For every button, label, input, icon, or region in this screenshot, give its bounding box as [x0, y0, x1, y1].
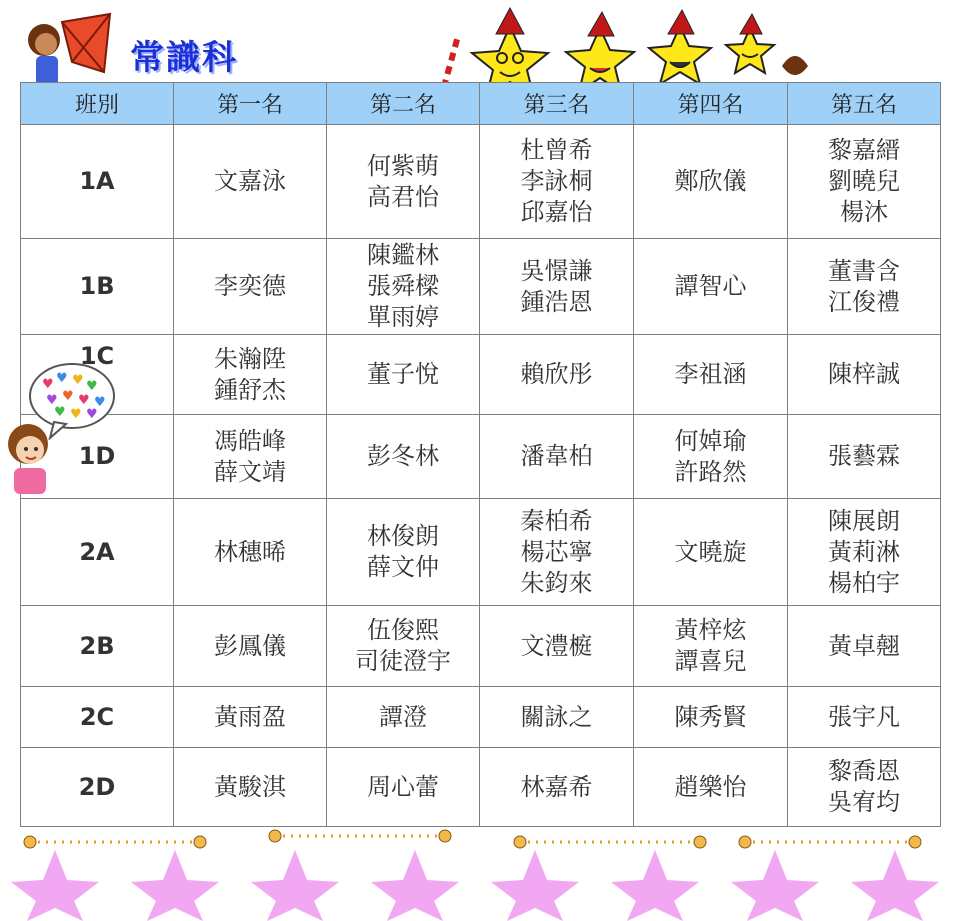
table-row	[21, 239, 941, 335]
class-cell: 1B	[21, 239, 174, 335]
student-name: 江俊禮	[828, 287, 900, 316]
student-name: 朱鈞來	[520, 568, 593, 597]
svg-text:♥: ♥	[86, 379, 98, 394]
student-name: 董書含	[828, 256, 900, 285]
student-name: 鍾浩恩	[520, 287, 593, 316]
fifth-cell	[788, 606, 941, 687]
fifth-cell	[788, 335, 941, 415]
header-third: 第三名	[480, 83, 634, 125]
student-name: 譚智心	[674, 272, 747, 300]
fifth-cell	[788, 239, 941, 335]
third-cell	[480, 687, 634, 748]
header-fifth: 第五名	[788, 83, 941, 125]
pink-stars	[11, 850, 939, 921]
svg-text:♥: ♥	[42, 377, 54, 392]
dotted-line-decoration	[24, 830, 921, 848]
student-name: 彭鳳儀	[214, 631, 286, 660]
svg-text:♥: ♥	[62, 389, 74, 404]
student-name: 薛文靖	[214, 457, 286, 486]
svg-text:♥: ♥	[54, 405, 66, 420]
third-cell	[480, 606, 634, 687]
student-name: 趙樂怡	[674, 772, 747, 801]
second-cell	[327, 499, 480, 606]
first-cell	[174, 335, 327, 415]
class-cell: 2B	[21, 606, 174, 687]
third-cell	[480, 335, 634, 415]
third-cell	[480, 415, 634, 499]
student-name: 許路然	[674, 457, 747, 486]
table-row	[21, 335, 941, 415]
student-name: 陳秀賢	[674, 702, 747, 731]
header-fourth: 第四名	[634, 83, 788, 125]
second-cell	[327, 125, 480, 239]
first-cell	[174, 687, 327, 748]
second-cell	[327, 335, 480, 415]
student-name: 鍾舒杰	[214, 375, 286, 404]
third-cell	[480, 125, 634, 239]
student-name: 黃駿淇	[214, 772, 286, 801]
svg-text:♥: ♥	[70, 407, 82, 422]
page-title: 常識科	[130, 38, 238, 78]
svg-text:♥: ♥	[72, 373, 84, 388]
svg-text:♥: ♥	[78, 393, 90, 408]
second-cell	[327, 687, 480, 748]
fourth-cell	[634, 125, 788, 239]
star-border-decoration	[0, 828, 960, 921]
fourth-cell	[634, 687, 788, 748]
svg-text:♥: ♥	[56, 371, 68, 386]
student-name: 李祖涵	[674, 360, 747, 388]
second-cell	[327, 239, 480, 335]
header-first: 第一名	[174, 83, 327, 125]
fourth-cell	[634, 748, 788, 827]
fourth-cell	[634, 499, 788, 606]
first-cell	[174, 499, 327, 606]
third-cell	[480, 748, 634, 827]
student-name: 黃卓翹	[828, 631, 900, 660]
student-name: 李奕德	[214, 272, 286, 300]
student-name: 鄭欣儀	[674, 167, 747, 195]
student-name: 楊柏宇	[828, 568, 900, 597]
svg-text:♥: ♥	[46, 393, 58, 408]
student-name: 吳憬謙	[520, 256, 593, 285]
results-table	[20, 82, 941, 827]
fifth-cell	[788, 125, 941, 239]
student-name: 董子悅	[367, 360, 439, 388]
class-cell: 1C	[21, 335, 174, 415]
table-row	[21, 499, 941, 606]
table-row	[21, 687, 941, 748]
fourth-cell	[634, 239, 788, 335]
student-name: 朱瀚陞	[214, 344, 286, 373]
fourth-cell	[634, 415, 788, 499]
student-name: 陳梓誠	[828, 360, 900, 388]
student-name: 吳宥均	[828, 788, 900, 816]
fifth-cell	[788, 499, 941, 606]
student-name: 邱嘉怡	[520, 198, 593, 226]
fourth-cell	[634, 335, 788, 415]
first-cell	[174, 606, 327, 687]
svg-text:♥: ♥	[86, 407, 98, 422]
student-name: 何紫萌	[367, 151, 439, 180]
student-name: 潘韋柏	[520, 442, 593, 470]
student-name: 黃莉淋	[828, 537, 900, 566]
girl-illustration	[6, 420, 56, 496]
second-cell	[327, 748, 480, 827]
header-class: 班別	[21, 83, 174, 125]
student-name: 黃梓炫	[674, 616, 747, 644]
header-second: 第二名	[327, 83, 480, 125]
student-name: 譚喜兒	[674, 647, 747, 675]
student-name: 彭冬林	[367, 442, 439, 470]
first-cell	[174, 415, 327, 499]
second-cell	[327, 415, 480, 499]
student-name: 林穗晞	[214, 537, 286, 566]
student-name: 薛文仲	[367, 553, 439, 581]
class-cell: 2A	[21, 499, 174, 606]
student-name: 李詠桐	[520, 167, 593, 195]
student-name: 周心蕾	[367, 772, 439, 801]
student-name: 楊沐	[840, 198, 888, 226]
student-name: 文嘉泳	[214, 167, 286, 195]
student-name: 黎喬恩	[828, 757, 900, 785]
class-cell: 2D	[21, 748, 174, 827]
third-cell	[480, 239, 634, 335]
table-row	[21, 606, 941, 687]
student-name: 黃雨盈	[214, 702, 286, 731]
fifth-cell	[788, 748, 941, 827]
student-name: 高君怡	[367, 182, 439, 211]
table-row	[21, 125, 941, 239]
table-row	[21, 748, 941, 827]
student-name: 司徒澄宇	[355, 647, 451, 675]
student-name: 伍俊熙	[367, 616, 439, 644]
student-name: 陳鑑林	[367, 241, 439, 269]
table-row	[21, 415, 941, 499]
student-name: 楊芯寧	[520, 537, 593, 566]
student-name: 林嘉希	[520, 772, 593, 801]
student-name: 文澧榳	[520, 631, 593, 660]
student-name: 張舜樑	[367, 272, 439, 300]
student-name: 杜曾希	[520, 136, 593, 164]
svg-text:♥: ♥	[94, 395, 106, 410]
student-name: 秦柏希	[520, 506, 593, 535]
fourth-cell	[634, 606, 788, 687]
first-cell	[174, 748, 327, 827]
student-name: 單雨婷	[367, 303, 439, 331]
student-name: 張藝霖	[828, 442, 900, 470]
class-cell: 1A	[21, 125, 174, 239]
student-name: 文曉旋	[674, 537, 747, 566]
header-row	[21, 83, 941, 125]
first-cell	[174, 125, 327, 239]
student-name: 譚澄	[379, 702, 427, 731]
second-cell	[327, 606, 480, 687]
student-name: 黎嘉縉	[828, 136, 900, 164]
fifth-cell	[788, 687, 941, 748]
class-cell: 1D	[21, 415, 174, 499]
student-name: 關詠之	[520, 702, 593, 731]
student-name: 陳展朗	[828, 506, 900, 535]
student-name: 馮皓峰	[214, 426, 286, 455]
student-name: 劉曉兒	[828, 167, 900, 195]
student-name: 張宇凡	[828, 702, 900, 731]
third-cell	[480, 499, 634, 606]
first-cell	[174, 239, 327, 335]
student-name: 賴欣彤	[520, 360, 593, 388]
student-name: 林俊朗	[367, 522, 439, 550]
fifth-cell	[788, 415, 941, 499]
class-cell: 2C	[21, 687, 174, 748]
student-name: 何婥瑜	[674, 426, 747, 455]
